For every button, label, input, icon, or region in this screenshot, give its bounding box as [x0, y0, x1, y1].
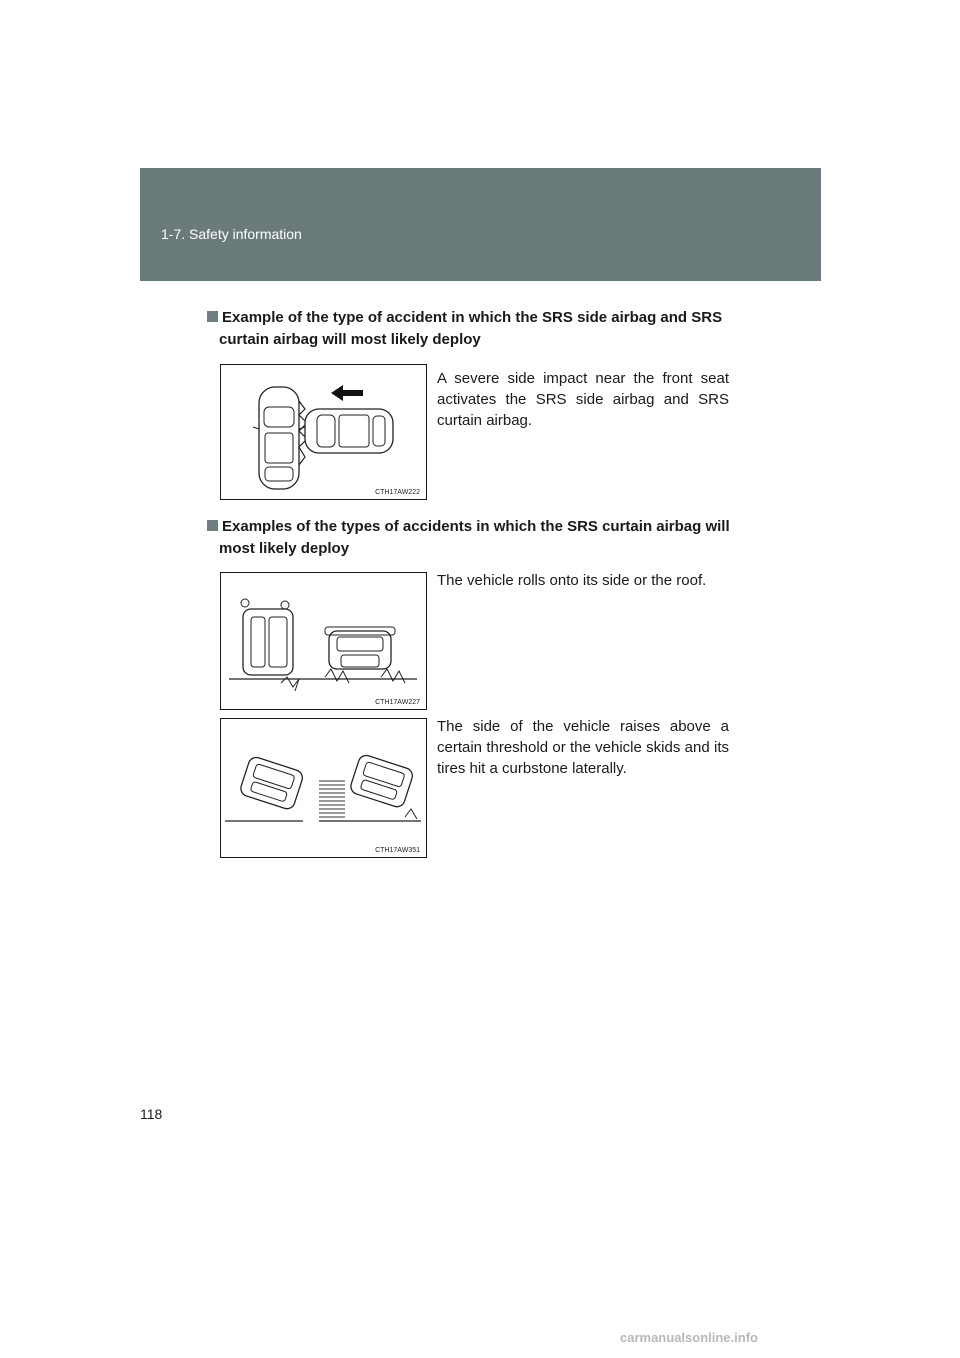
- square-bullet-icon: [207, 520, 218, 531]
- section-title: 1-7. Safety information: [161, 226, 302, 242]
- figure-side-impact: [220, 364, 427, 500]
- header-band: [140, 168, 821, 281]
- watermark: carmanualsonline.info: [620, 1330, 758, 1345]
- figure-curbstone: [220, 718, 427, 858]
- curbstone-illustration: [221, 719, 426, 857]
- figure-description: The vehicle rolls onto its side or the roof.: [437, 572, 707, 589]
- rollover-illustration: [221, 573, 426, 709]
- section-heading-side-airbag: Example of the type of accident in which the SRS side airbag and SRS curtain airbag will most likely deploy: [207, 307, 747, 351]
- figure-code: CTH17AW222: [375, 489, 420, 496]
- figure-rollover: [220, 572, 427, 710]
- figure-description: A severe side impact near the front seat activates the SRS side airbag and SRS curtain airbag.: [437, 370, 729, 429]
- figure-code: CTH17AW227: [375, 699, 420, 706]
- figure-description: The side of the vehicle raises above a certain threshold or the vehicle skids and its tires hit a curbstone laterally.: [437, 718, 729, 777]
- section-heading-curtain-airbag: Examples of the types of accidents in which the SRS curtain airbag will most likely deploy: [207, 516, 747, 560]
- page-number: 118: [140, 1106, 163, 1122]
- side-impact-illustration: [221, 365, 426, 499]
- figure-code: CTH17AW351: [375, 847, 420, 854]
- square-bullet-icon: [207, 311, 218, 322]
